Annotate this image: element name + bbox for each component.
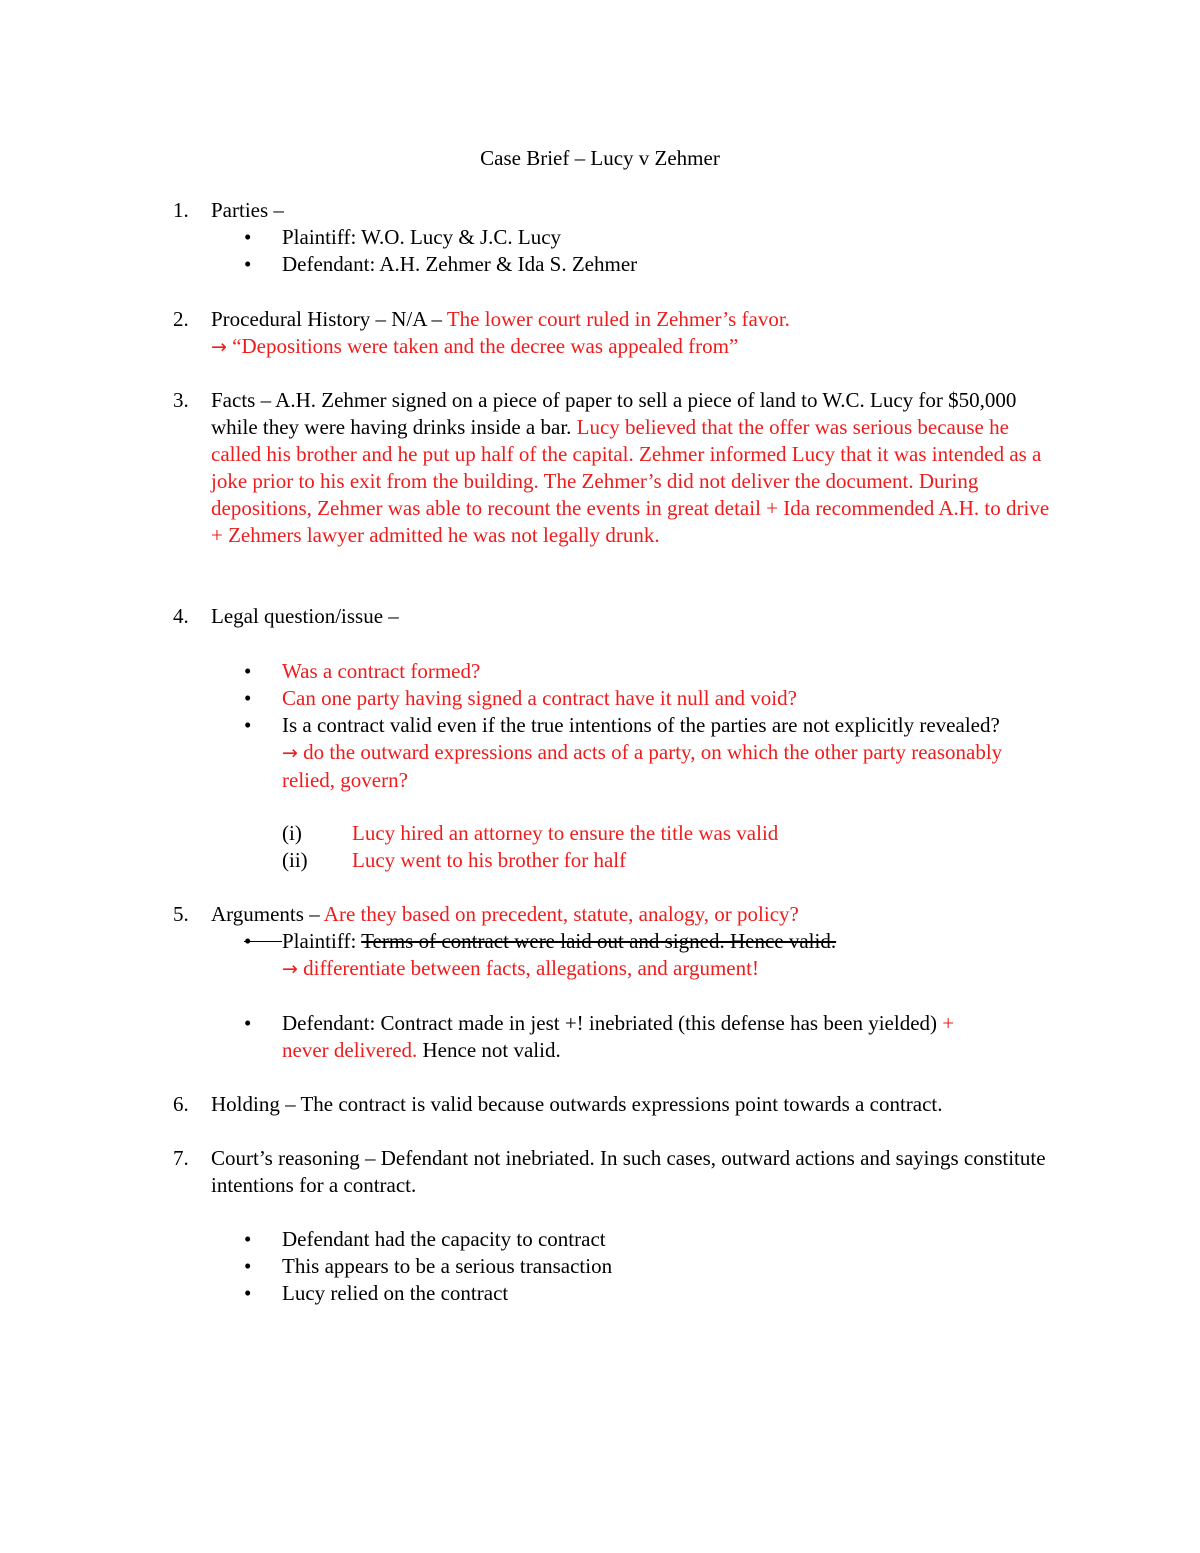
item-2-arrow-text: “Depositions were taken and the decree was appealed from” xyxy=(226,334,739,358)
issue-bullet-3-text: Is a contract valid even if the true intentions of the parties are not explicitly revealed? xyxy=(282,713,1000,737)
defendant-argument-conclusion: Hence not valid. xyxy=(417,1038,561,1062)
bullet-icon: • xyxy=(244,659,252,683)
defendant-line: Defendant: A.H. Zehmer & Ida S. Zehmer xyxy=(282,252,638,276)
bullet-icon: • xyxy=(244,713,252,737)
defendant-argument-line-1 xyxy=(282,1010,954,1037)
reasoning-bullet-3: Lucy relied on the contract xyxy=(282,1281,509,1305)
item-2-number: 2. xyxy=(173,307,189,331)
arrow-icon: → xyxy=(211,336,227,358)
defendant-argument-line-2 xyxy=(282,1037,561,1064)
item-2-arrow-line xyxy=(211,333,738,361)
item-6-label: Holding – The contract is valid because outwards expressions point towards a contract. xyxy=(211,1092,943,1116)
issue-bullet-2: Can one party having signed a contract have it null and void? xyxy=(282,686,797,710)
plaintiff-argument xyxy=(282,928,836,955)
issue-arrow-text: do the outward expressions and acts of a party, on which the other party reasonably relied, govern? xyxy=(282,740,1003,792)
argument-arrow-line xyxy=(282,955,759,983)
item-2-label: Procedural History – N/A – xyxy=(211,307,442,331)
plaintiff-line: Plaintiff: W.O. Lucy & J.C. Lucy xyxy=(282,225,562,249)
plaintiff-argument-label: Plaintiff: xyxy=(282,929,362,953)
reasoning-bullet-2: This appears to be a serious transaction xyxy=(282,1254,613,1278)
arrow-icon: → xyxy=(282,742,298,764)
item-3-red-note: Lucy believed that the offer was serious because he called his brother and he put up half of the capital. Zehmer informed Lucy that it was intended as a joke prior to his exit from the building. The Zehmer’s did not deliver the document. During depositions, Zehmer was able to recount the events in great detail + Ida recommended A.H. to drive + Zehmers lawyer admitted he was not legally drunk. xyxy=(211,415,1050,547)
arrow-icon: → xyxy=(282,958,298,980)
bullet-icon: • xyxy=(244,1011,252,1035)
defendant-argument-red: never delivered. xyxy=(282,1038,418,1062)
defendant-argument-plus: + xyxy=(937,1011,955,1035)
sub-item-number: (i) xyxy=(282,821,302,845)
item-5-line xyxy=(211,901,799,928)
bullet-icon: • xyxy=(244,1281,252,1305)
sub-item-text: Lucy hired an attorney to ensure the title was valid xyxy=(352,821,779,845)
item-7-number: 7. xyxy=(173,1146,189,1170)
sub-item-number: (ii) xyxy=(282,848,308,872)
reasoning-bullet-1: Defendant had the capacity to contract xyxy=(282,1227,606,1251)
issue-bullet-1: Was a contract formed? xyxy=(282,659,481,683)
bullet-icon: • xyxy=(244,1227,252,1251)
item-3-facts xyxy=(211,387,1056,549)
item-5-red-note: Are they based on precedent, statute, analogy, or policy? xyxy=(319,902,799,926)
sub-item-text: Lucy went to his brother for half xyxy=(352,848,627,872)
item-1-label: Parties – xyxy=(211,198,284,222)
issue-bullet-3 xyxy=(282,712,1042,794)
bullet-icon: • xyxy=(244,252,252,276)
argument-arrow-text: differentiate between facts, allegations, and argument! xyxy=(297,956,759,980)
item-2-line xyxy=(211,306,790,333)
item-3-label: Facts – A.H. Zehmer signed on a piece of paper to sell a piece of land to W.C. Lucy for $50,000 while they were having drinks inside a bar. xyxy=(211,388,1017,439)
item-4-number: 4. xyxy=(173,604,189,628)
item-4-label: Legal question/issue – xyxy=(211,604,399,628)
plaintiff-argument-struck: Terms of contract were laid out and signed. Hence valid. xyxy=(361,929,837,953)
strike-line xyxy=(244,941,282,942)
item-3-number: 3. xyxy=(173,388,189,412)
defendant-argument-text: Defendant: Contract made in jest +! inebriated (this defense has been yielded) xyxy=(282,1011,938,1035)
item-5-number: 5. xyxy=(173,902,189,926)
bullet-icon: • xyxy=(244,225,252,249)
bullet-icon: • xyxy=(244,686,252,710)
issue-arrow-line xyxy=(282,740,1002,792)
document-title: Case Brief – Lucy v Zehmer xyxy=(480,146,720,170)
item-6-number: 6. xyxy=(173,1092,189,1116)
item-7-label: Court’s reasoning – Defendant not inebriated. In such cases, outward actions and sayings constitute intentions for a contract. xyxy=(211,1146,1046,1197)
item-2-red-note: The lower court ruled in Zehmer’s favor. xyxy=(441,307,790,331)
item-1-number: 1. xyxy=(173,198,189,222)
item-5-label: Arguments – xyxy=(211,902,320,926)
bullet-icon: • xyxy=(244,1254,252,1278)
